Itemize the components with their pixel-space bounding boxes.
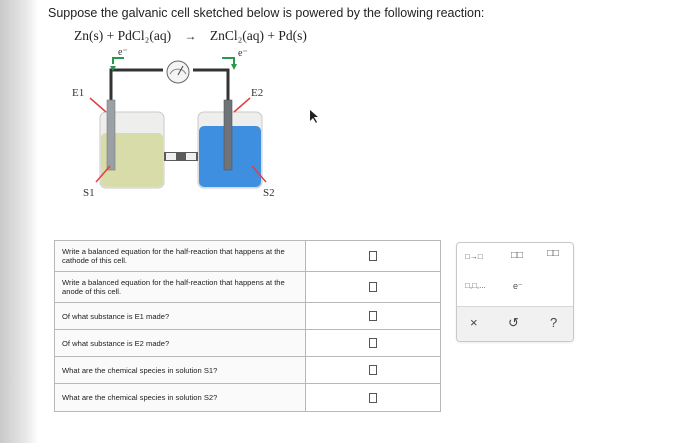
answer-box-s2[interactable] [369,393,377,403]
answer-box-anode[interactable] [369,282,377,292]
table-row [55,357,440,384]
plus-sign: + [267,28,276,43]
subscript-tool[interactable] [511,250,523,261]
answer-box-s1[interactable] [369,365,377,375]
undo-button[interactable] [508,315,519,331]
electrode-label-e1: E1 [72,87,85,99]
mouse-cursor-icon [310,110,318,123]
product-zncl2: ZnCl₂(aq) [209,28,265,43]
solution-label-s2: S2 [263,187,275,199]
pointer-e1 [90,98,106,112]
left-edge-shadow [0,0,38,443]
question-e1: Of what substance is E1 made? [55,303,306,329]
voltmeter-icon [167,61,189,83]
answer-box-e2[interactable] [369,338,377,348]
question-anode: Write a balanced equation for the half-reaction that happens at the anode of this cell. [55,272,306,302]
wire-right [193,70,228,108]
electron-tool-label: e⁻ [513,281,523,291]
help-button[interactable] [550,315,557,330]
superscript-tool[interactable] [547,248,559,259]
equation-toolbar [456,242,574,342]
electrode-label-e2: E2 [251,87,264,99]
electron-tool[interactable] [513,281,523,292]
table-row [55,384,440,411]
answer-box-cathode[interactable] [369,251,377,261]
superscript-tool-label: □□ [547,248,560,259]
help-icon: ? [550,315,558,330]
close-icon: × [470,315,478,330]
plus-sign: + [106,28,115,43]
galvanic-cell-diagram [38,0,700,240]
question-e2: Of what substance is E2 made? [55,330,306,356]
reaction-arrow-tool[interactable] [465,252,483,261]
question-prompt: Suppose the galvanic cell sketched below is powered by the following reaction: [48,6,485,20]
pointer-e2 [234,98,250,112]
table-row [55,330,440,357]
reaction-arrow-tool-label: □→□ [465,252,483,261]
table-row [55,303,440,330]
answer-box-e1[interactable] [369,311,377,321]
question-table [54,240,441,412]
question-s1: What are the chemical species in solution S1? [55,357,306,383]
question-s2: What are the chemical species in solution S2? [55,384,306,411]
table-row [55,272,440,303]
state-symbol-tool-label: □,□,... [465,281,486,290]
electrode-e1 [107,100,115,170]
reactant-pdcl2: PdCl₂(aq) [117,28,172,43]
electrode-e2 [224,100,232,170]
clear-button[interactable] [470,315,478,330]
undo-icon: ↺ [508,315,519,330]
question-cathode: Write a balanced equation for the half-reaction that happens at the cathode of this cell. [55,241,306,271]
electron-label-right: e⁻ [238,48,248,59]
electron-arrow-left [113,58,124,64]
question-page [38,0,700,443]
state-symbol-tool[interactable] [465,281,486,290]
solution-label-s1: S1 [83,187,95,199]
electron-label-left: e⁻ [118,47,128,58]
subscript-tool-label: □□ [511,250,524,261]
product-pd: Pd(s) [278,28,307,43]
reactant-zinc: Zn(s) [74,28,104,43]
table-row [55,241,440,272]
reaction-arrow: → [184,29,197,43]
wire-left [111,70,163,108]
